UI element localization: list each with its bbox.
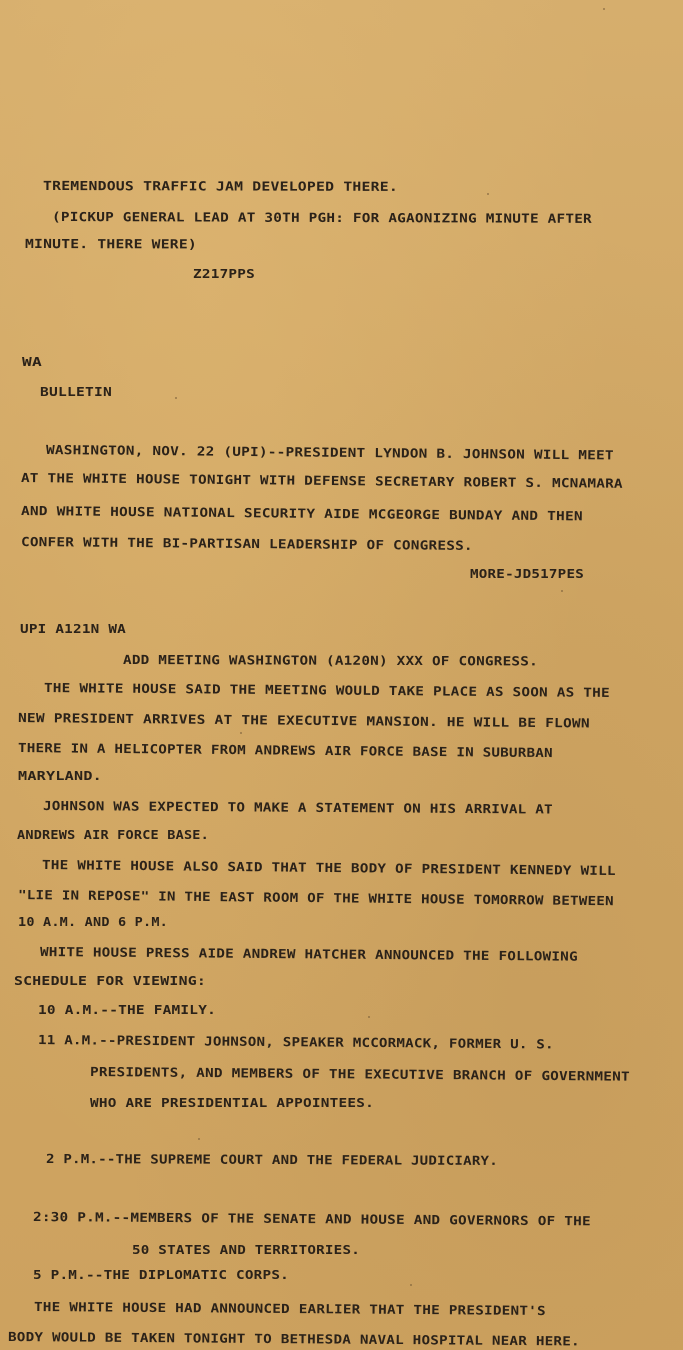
text-line: THE WHITE HOUSE HAD ANNOUNCED EARLIER THAT THE PRESIDENT'S xyxy=(33,1299,546,1319)
paper-speck xyxy=(410,1284,412,1286)
text-line: 2:30 P.M.--MEMBERS OF THE SENATE AND HOUSE AND GOVERNORS OF THE xyxy=(32,1209,591,1229)
text-line: SCHEDULE FOR VIEWING: xyxy=(14,973,207,988)
text-line: THE WHITE HOUSE SAID THE MEETING WOULD TAKE PLACE AS SOON AS THE xyxy=(43,680,610,700)
text-line: 10 A.M. AND 6 P.M. xyxy=(18,914,169,929)
text-line: BODY WOULD BE TAKEN TONIGHT TO BETHESDA NAVAL HOSPITAL NEAR HERE. xyxy=(7,1329,580,1349)
paper-speck xyxy=(561,590,563,592)
paper-speck xyxy=(368,1016,370,1018)
text-line: BULLETIN xyxy=(40,384,112,399)
text-line: CONFER WITH THE BI-PARTISAN LEADERSHIP OF CONGRESS. xyxy=(20,534,473,553)
text-line: 50 STATES AND TERRITORIES. xyxy=(132,1242,360,1257)
text-line: WHITE HOUSE PRESS AIDE ANDREW HATCHER ANNOUNCED THE FOLLOWING xyxy=(39,944,578,964)
text-line: AT THE WHITE HOUSE TONIGHT WITH DEFENSE SECRETARY ROBERT S. MCNAMARA xyxy=(20,470,623,491)
text-line: UPI A121N WA xyxy=(20,621,126,636)
text-line: PRESIDENTS, AND MEMBERS OF THE EXECUTIVE BRANCH OF GOVERNMENT xyxy=(89,1064,630,1084)
paper-speck xyxy=(175,397,177,399)
text-line: MINUTE. THERE WERE) xyxy=(24,236,197,252)
paper-speck xyxy=(603,8,605,10)
text-line: MARYLAND. xyxy=(18,768,103,783)
text-line: MORE-JD517PES xyxy=(470,566,584,581)
text-line: WA xyxy=(22,354,42,369)
paper-speck xyxy=(198,1138,200,1140)
text-line: (PICKUP GENERAL LEAD AT 30TH PGH: FOR AGAONIZING MINUTE AFTER xyxy=(51,209,592,226)
paper-speck xyxy=(240,732,242,734)
text-line: WHO ARE PRESIDENTIAL APPOINTEES. xyxy=(90,1095,374,1110)
text-line: NEW PRESIDENT ARRIVES AT THE EXECUTIVE MANSION. HE WILL BE FLOWN xyxy=(17,710,590,731)
paper-speck xyxy=(487,193,489,195)
text-line: 2 P.M.--THE SUPREME COURT AND THE FEDERAL JUDICIARY. xyxy=(45,1151,498,1168)
text-line: 10 A.M.--THE FAMILY. xyxy=(38,1002,217,1017)
text-line: JOHNSON WAS EXPECTED TO MAKE A STATEMENT ON HIS ARRIVAL AT xyxy=(42,798,553,817)
text-line: WASHINGTON, NOV. 22 (UPI)--PRESIDENT LYNDON B. JOHNSON WILL MEET xyxy=(45,442,614,463)
text-line: 5 P.M.--THE DIPLOMATIC CORPS. xyxy=(33,1267,289,1282)
text-line: "LIE IN REPOSE" IN THE EAST ROOM OF THE WHITE HOUSE TOMORROW BETWEEN xyxy=(17,887,614,909)
text-line: Z217PPS xyxy=(193,266,256,281)
text-line: THE WHITE HOUSE ALSO SAID THAT THE BODY OF PRESIDENT KENNEDY WILL xyxy=(41,857,616,879)
text-line: THERE IN A HELICOPTER FROM ANDREWS AIR FORCE BASE IN SUBURBAN xyxy=(17,740,553,761)
text-line: ADD MEETING WASHINGTON (A120N) XXX OF CONGRESS. xyxy=(122,652,538,669)
text-line: ANDREWS AIR FORCE BASE. xyxy=(17,827,210,842)
text-line: TREMENDOUS TRAFFIC JAM DEVELOPED THERE. xyxy=(42,178,398,194)
text-line: 11 A.M.--PRESIDENT JOHNSON, SPEAKER MCCORMACK, FORMER U. S. xyxy=(37,1032,554,1052)
text-line: AND WHITE HOUSE NATIONAL SECURITY AIDE MCGEORGE BUNDAY AND THEN xyxy=(20,503,583,524)
